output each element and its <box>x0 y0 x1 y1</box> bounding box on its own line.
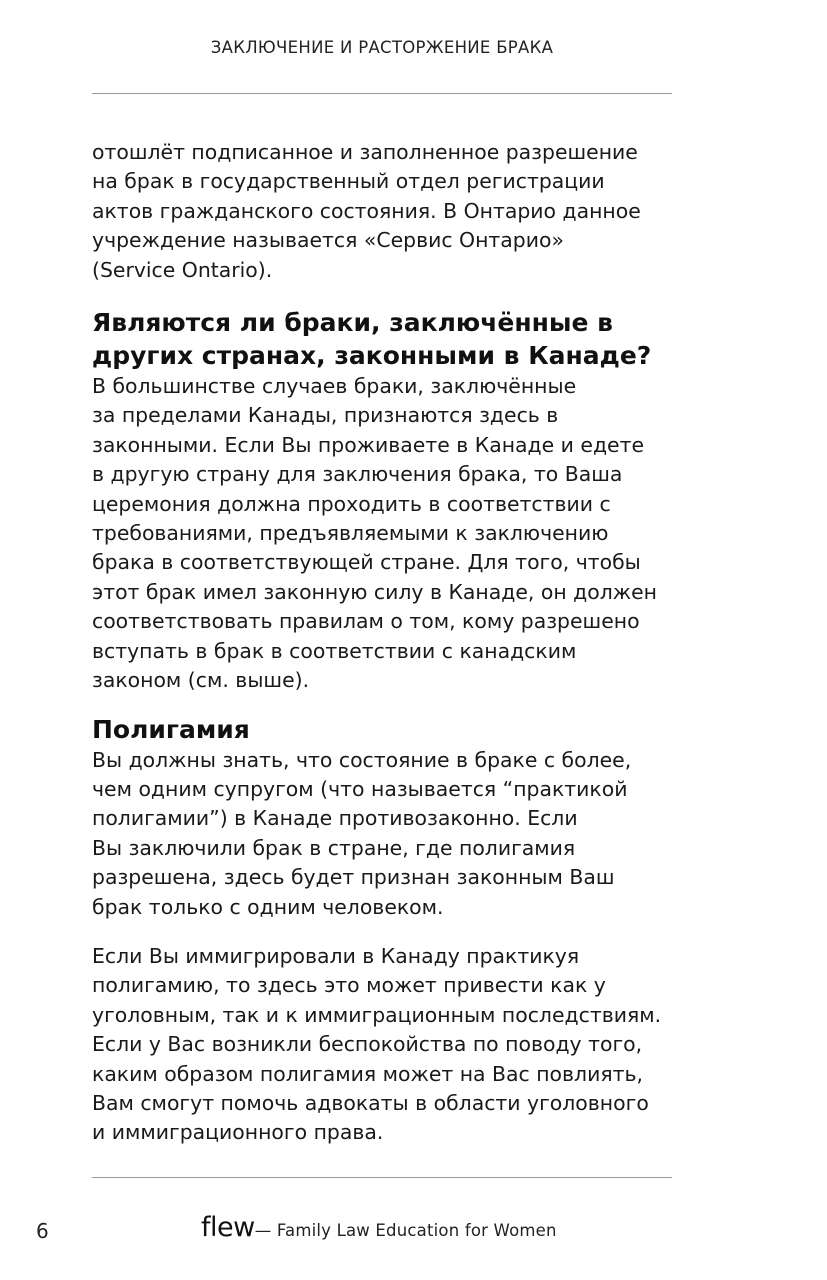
text-line: разрешена, здесь будет признан законным Ваш <box>92 865 615 890</box>
text-line: отошлёт подписанное и заполненное разрешение <box>92 140 638 164</box>
text-line: в другую страну для заключения брака, то Ваша <box>92 462 623 487</box>
section-heading-foreign-marriages <box>92 306 692 372</box>
polygamy-paragraph-2 <box>92 942 692 1148</box>
text-line: В большинстве случаев браки, заключённые <box>92 374 577 399</box>
text-line: уголовным, так и к иммиграционным последствиям. <box>92 1002 662 1027</box>
text-line: Если у Вас возникли беспокойства по поводу того, <box>92 1032 643 1057</box>
text-line: Вам смогут помочь адвокаты в области уголовного <box>92 1090 649 1115</box>
heading-line: других странах, законными в Канаде? <box>92 341 652 371</box>
text-line: законом (см. выше). <box>92 668 310 693</box>
text-line: (Service Ontario). <box>92 257 273 282</box>
text-line: учреждение называется «Сервис Онтарио» <box>92 228 564 253</box>
text-line: актов гражданского состояния. В Онтарио данное <box>92 198 641 223</box>
text-line: каким образом полигамия может на Вас повлиять, <box>92 1061 643 1086</box>
text-line: и иммиграционного права. <box>92 1120 384 1145</box>
text-line: соответствовать правилам о том, кому разрешено <box>92 609 640 634</box>
section-heading-polygamy <box>92 713 692 746</box>
text-line: законными. Если Вы проживаете в Канаде и едете <box>92 432 645 457</box>
text-line: Если Вы иммигрировали в Канаду практикуя <box>92 943 580 968</box>
text-line: требованиями, предъявляемыми к заключению <box>92 521 609 546</box>
text-line: вступать в брак в соответствии с канадским <box>92 638 577 663</box>
text-line: на брак в государственный отдел регистрации <box>92 169 605 194</box>
page-content <box>92 138 692 1148</box>
footer-divider <box>92 1177 672 1178</box>
intro-paragraph <box>92 138 692 285</box>
foreign-marriages-paragraph <box>92 372 692 695</box>
footer-tagline: — Family Law Education for Women <box>254 1221 557 1240</box>
text-line: брак только с одним человеком. <box>92 894 444 919</box>
heading-line: Являются ли браки, заключённые в <box>92 308 613 338</box>
polygamy-paragraph-1 <box>92 746 692 922</box>
text-line: этот брак имел законную силу в Канаде, он должен <box>92 579 658 604</box>
text-line: чем одним супругом (что называется “практикой <box>92 776 628 801</box>
text-line: полигамию, то здесь это может привести как у <box>92 973 606 998</box>
text-line: церемония должна проходить в соответствии с <box>92 491 611 516</box>
text-line: брака в соответствующей стране. Для того, чтобы <box>92 550 641 575</box>
text-line: за пределами Канады, признаются здесь в <box>92 403 559 428</box>
page-number: 6 <box>36 1219 49 1243</box>
running-header: ЗАКЛЮЧЕНИЕ И РАСТОРЖЕНИЕ БРАКА <box>210 38 554 57</box>
text-line: Вы заключили брак в стране, где полигамия <box>92 835 576 860</box>
footer-branding <box>201 1212 557 1243</box>
text-line: Вы должны знать, что состояние в браке с более, <box>92 747 632 772</box>
heading-line: Полигамия <box>92 714 250 744</box>
header-divider <box>92 93 672 94</box>
text-line: полигамии”) в Канаде противозаконно. Если <box>92 806 578 831</box>
brand-logo-text: flew <box>201 1212 255 1243</box>
